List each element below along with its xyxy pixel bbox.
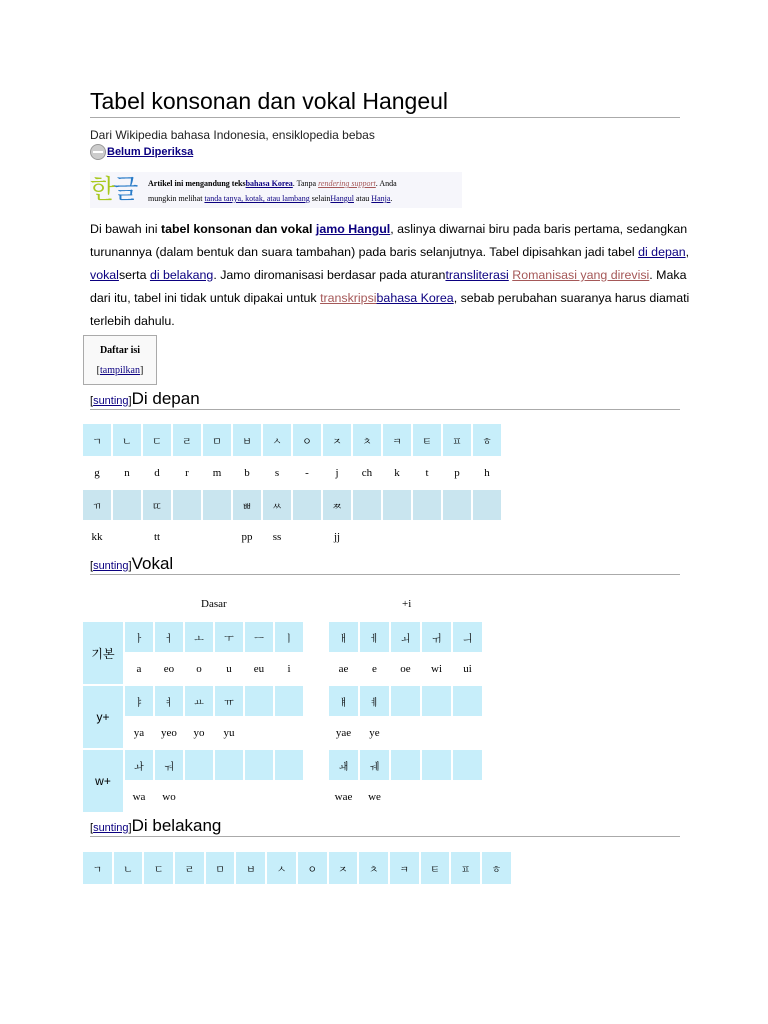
roman-cell bbox=[473, 522, 501, 552]
roman-cell bbox=[245, 718, 273, 748]
jamo-cell: ㅊ bbox=[353, 424, 381, 456]
roman-cell: we bbox=[368, 791, 381, 803]
edit-link[interactable]: sunting bbox=[93, 395, 129, 407]
roman-cell bbox=[443, 522, 471, 552]
roman-cell: yeo bbox=[161, 727, 177, 739]
jamo-cell bbox=[453, 686, 482, 716]
language-notice bbox=[90, 172, 462, 208]
jamo-cell: ㅢ bbox=[453, 622, 482, 652]
section-heading-vokal: [sunting]Vokal bbox=[90, 554, 680, 575]
jamo-cell bbox=[275, 686, 303, 716]
roman-cell: ch bbox=[361, 467, 373, 479]
notice-text: atau bbox=[353, 194, 372, 203]
roman-cell: wa bbox=[132, 791, 146, 803]
jamo-cell: ㄷ bbox=[144, 852, 173, 884]
roman-cell: wo bbox=[162, 791, 176, 803]
jamo-cell: ㅇ bbox=[298, 852, 327, 884]
roman-cell bbox=[215, 782, 243, 812]
jamo-cell: ㅚ bbox=[391, 622, 420, 652]
jamo-cell: ㅍ bbox=[443, 424, 471, 456]
section-heading-di-depan: [sunting]Di depan bbox=[90, 389, 680, 410]
roman-cell bbox=[453, 782, 482, 812]
notice-text: selain bbox=[309, 194, 331, 203]
jamo-cell bbox=[443, 490, 471, 520]
jamo-cell bbox=[413, 490, 441, 520]
roman-cell: h bbox=[484, 467, 490, 479]
jamo-cell bbox=[453, 750, 482, 780]
notice-link-hanja[interactable]: Hanja bbox=[371, 194, 391, 203]
roman-cell: - bbox=[305, 467, 309, 479]
jamo-cell: ㅁ bbox=[206, 852, 235, 884]
review-link[interactable]: Belum Diperiksa bbox=[107, 146, 194, 158]
roman-cell: d bbox=[154, 467, 160, 479]
toc-title: Daftar isi bbox=[99, 345, 141, 356]
jamo-cell: ㄱ bbox=[83, 852, 112, 884]
roman-cell: j bbox=[335, 467, 339, 479]
jamo-cell bbox=[391, 686, 420, 716]
notice-line-2 bbox=[148, 191, 397, 206]
section-heading-di-belakang: [sunting]Di belakang bbox=[90, 816, 680, 837]
jamo-cell: ㄹ bbox=[173, 424, 201, 456]
roman-cell bbox=[203, 522, 231, 552]
notice-text: . bbox=[390, 194, 393, 203]
jamo-cell: ㅏ bbox=[125, 622, 153, 652]
notice-link-rendering[interactable]: rendering support bbox=[318, 179, 376, 188]
notice-link-hangul[interactable]: Hangul bbox=[330, 194, 354, 203]
jamo-cell: ㅗ bbox=[185, 622, 213, 652]
roman-cell: wae bbox=[334, 791, 353, 803]
roman-cell: m bbox=[212, 467, 222, 479]
roman-cell: ui bbox=[463, 663, 472, 675]
jamo-cell: ㅖ bbox=[360, 686, 389, 716]
jamo-cell: ㄴ bbox=[114, 852, 143, 884]
jamo-cell: ㅍ bbox=[451, 852, 480, 884]
jamo-cell bbox=[383, 490, 411, 520]
jamo-cell bbox=[473, 490, 501, 520]
jamo-cell: ㅌ bbox=[413, 424, 441, 456]
jamo-cell: ㄲ bbox=[83, 490, 111, 520]
toc-toggle[interactable]: tampilkan bbox=[100, 365, 140, 376]
vowel-header-i: +i bbox=[402, 598, 412, 610]
jamo-cell bbox=[422, 750, 451, 780]
jamo-cell: ㅌ bbox=[421, 852, 450, 884]
roman-cell: ya bbox=[133, 727, 145, 739]
jamo-cell: ㅆ bbox=[263, 490, 291, 520]
roman-cell: o bbox=[196, 663, 202, 675]
edit-link[interactable]: sunting bbox=[93, 560, 129, 572]
jamo-cell: ㅠ bbox=[215, 686, 243, 716]
roman-cell bbox=[185, 782, 213, 812]
link-jamo[interactable]: jamo Hangul bbox=[315, 222, 391, 236]
link-bahasa-korea[interactable]: bahasa Korea bbox=[376, 291, 454, 305]
jamo-cell: ㅁ bbox=[203, 424, 231, 456]
table-of-contents: Daftar isi [tampilkan] bbox=[83, 335, 157, 385]
roman-cell: k bbox=[394, 467, 400, 479]
edit-link[interactable]: sunting bbox=[93, 822, 129, 834]
jamo-cell bbox=[113, 490, 141, 520]
roman-cell: u bbox=[226, 663, 232, 675]
roman-cell bbox=[391, 718, 420, 748]
subtitle: Dari Wikipedia bahasa Indonesia, ensiklopedia bebas bbox=[90, 128, 375, 142]
jamo-cell: ㅓ bbox=[155, 622, 183, 652]
roman-cell: s bbox=[274, 467, 280, 479]
roman-cell bbox=[413, 522, 441, 552]
notice-text: . Tanpa bbox=[292, 179, 319, 188]
link-di-belakang[interactable]: di belakang bbox=[149, 268, 214, 282]
roman-cell: g bbox=[94, 467, 100, 479]
roman-cell: ss bbox=[272, 531, 282, 543]
roman-cell: p bbox=[454, 467, 460, 479]
jamo-cell: ㅅ bbox=[263, 424, 291, 456]
link-vokal[interactable]: vokal bbox=[90, 268, 119, 282]
jamo-cell bbox=[353, 490, 381, 520]
roman-cell: a bbox=[136, 663, 142, 675]
roman-cell bbox=[383, 522, 411, 552]
jamo-cell: ㅙ bbox=[329, 750, 358, 780]
jamo-cell: ㅜ bbox=[215, 622, 243, 652]
jamo-cell: ㅋ bbox=[383, 424, 411, 456]
roman-cell: pp bbox=[241, 531, 253, 543]
notice-text: mungkin melihat bbox=[148, 194, 205, 203]
jamo-cell bbox=[275, 750, 303, 780]
roman-cell: b bbox=[244, 467, 250, 479]
jamo-cell: ㄱ bbox=[83, 424, 111, 456]
jamo-cell: ㅎ bbox=[473, 424, 501, 456]
hangul-logo-icon: 한글 bbox=[90, 175, 137, 204]
roman-cell: tt bbox=[153, 531, 161, 543]
jamo-cell bbox=[422, 686, 451, 716]
jamo-cell: ㅟ bbox=[422, 622, 451, 652]
jamo-cell: ㅅ bbox=[267, 852, 296, 884]
jamo-cell: ㅈ bbox=[329, 852, 358, 884]
roman-cell: jj bbox=[333, 531, 341, 543]
jamo-cell: ㅃ bbox=[233, 490, 261, 520]
notice-text: . Anda bbox=[375, 179, 397, 188]
link-transliterasi[interactable]: transliterasi bbox=[445, 268, 509, 282]
jamo-cell bbox=[173, 490, 201, 520]
roman-cell: r bbox=[185, 467, 189, 479]
roman-cell: eu bbox=[253, 663, 265, 675]
roman-cell: oe bbox=[400, 663, 411, 675]
vowel-header-basic: Dasar bbox=[201, 598, 227, 610]
jamo-cell bbox=[215, 750, 243, 780]
link-romanisasi[interactable]: Romanisasi yang direvisi bbox=[512, 268, 650, 282]
roman-cell bbox=[173, 522, 201, 552]
roman-cell: yu bbox=[223, 727, 235, 739]
jamo-cell: ㅂ bbox=[236, 852, 265, 884]
jamo-cell: ㅈ bbox=[323, 424, 351, 456]
jamo-cell bbox=[293, 490, 321, 520]
notice-link-korean[interactable]: bahasa Korea bbox=[245, 179, 293, 188]
roman-cell: yo bbox=[193, 727, 205, 739]
roman-cell bbox=[353, 522, 381, 552]
jamo-cell: ㅂ bbox=[233, 424, 261, 456]
roman-cell bbox=[275, 782, 303, 812]
roman-cell bbox=[245, 782, 273, 812]
roman-cell bbox=[391, 782, 420, 812]
vowel-row-label: w+ bbox=[83, 750, 123, 812]
intro-paragraph: Di bawah ini tabel konsonan dan vokal jamo Hangul, aslinya diwarnai biru pada baris pertama, sedangkan turunannya (dalam bentuk dan suara tambahan) pada baris selanjutnya. Tabel dipisahkan jadi tabel di depan, vokalserta di belakang. Jamo diromanisasi berdasar pada aturantransliterasi Romanisasi yang direvisi. Maka dari itu, tabel ini tidak untuk dipakai untuk transkripsibahasa Korea, sebab perubahan suaranya harus diamati terlebih dahulu. bbox=[90, 222, 690, 328]
jamo-cell: ㄷ bbox=[143, 424, 171, 456]
jamo-cell bbox=[245, 750, 273, 780]
page-title: Tabel konsonan dan vokal Hangeul bbox=[90, 88, 680, 118]
roman-cell bbox=[422, 718, 451, 748]
roman-cell: wi bbox=[431, 663, 442, 675]
jamo-cell: ㅊ bbox=[359, 852, 388, 884]
jamo-cell: ㅡ bbox=[245, 622, 273, 652]
jamo-cell: ㄸ bbox=[143, 490, 171, 520]
jamo-cell: ㅞ bbox=[360, 750, 389, 780]
jamo-cell: ㅔ bbox=[360, 622, 389, 652]
jamo-cell: ㄴ bbox=[113, 424, 141, 456]
jamo-cell bbox=[391, 750, 420, 780]
vowel-row-label: y+ bbox=[83, 686, 123, 748]
jamo-cell: ㅋ bbox=[390, 852, 419, 884]
roman-cell: t bbox=[425, 467, 429, 479]
link-di-depan[interactable]: di depan bbox=[638, 245, 686, 259]
jamo-cell: ㅐ bbox=[329, 622, 358, 652]
jamo-cell: ㅇ bbox=[293, 424, 321, 456]
roman-cell bbox=[422, 782, 451, 812]
unreviewed-icon bbox=[90, 144, 106, 160]
intro-block bbox=[90, 218, 690, 385]
jamo-cell: ㅛ bbox=[185, 686, 213, 716]
jamo-cell bbox=[203, 490, 231, 520]
jamo-cell: ㅉ bbox=[323, 490, 351, 520]
roman-cell bbox=[293, 522, 321, 552]
jamo-cell bbox=[185, 750, 213, 780]
jamo-cell: ㄹ bbox=[175, 852, 204, 884]
roman-cell: ae bbox=[338, 663, 349, 675]
roman-cell: n bbox=[124, 467, 130, 479]
link-transkripsi[interactable]: transkripsi bbox=[320, 291, 377, 305]
roman-cell bbox=[453, 718, 482, 748]
roman-cell bbox=[275, 718, 303, 748]
jamo-cell: ㅕ bbox=[155, 686, 183, 716]
roman-cell bbox=[113, 522, 141, 552]
initial-consonant-table bbox=[83, 424, 501, 552]
jamo-cell: ㅎ bbox=[482, 852, 511, 884]
roman-cell: kk bbox=[91, 531, 103, 543]
jamo-cell: ㅘ bbox=[125, 750, 153, 780]
jamo-cell bbox=[245, 686, 273, 716]
vowel-row-label: 기본 bbox=[83, 622, 123, 684]
jamo-cell: ㅣ bbox=[275, 622, 303, 652]
roman-cell: ye bbox=[369, 727, 380, 739]
roman-cell: i bbox=[287, 663, 291, 675]
roman-cell: e bbox=[372, 663, 377, 675]
roman-cell: eo bbox=[163, 663, 175, 675]
roman-cell: yae bbox=[335, 727, 352, 739]
notice-link-help[interactable]: tanda tanya, kotak, atau lambang bbox=[204, 194, 310, 203]
review-badge[interactable] bbox=[90, 144, 193, 160]
notice-bold: Artikel ini mengandung teks bbox=[148, 179, 246, 188]
final-consonant-table bbox=[83, 852, 511, 884]
jamo-cell: ㅑ bbox=[125, 686, 153, 716]
jamo-cell: ㅒ bbox=[329, 686, 358, 716]
notice-line-1 bbox=[148, 176, 397, 191]
notice-body bbox=[148, 172, 397, 208]
jamo-cell: ㅝ bbox=[155, 750, 183, 780]
